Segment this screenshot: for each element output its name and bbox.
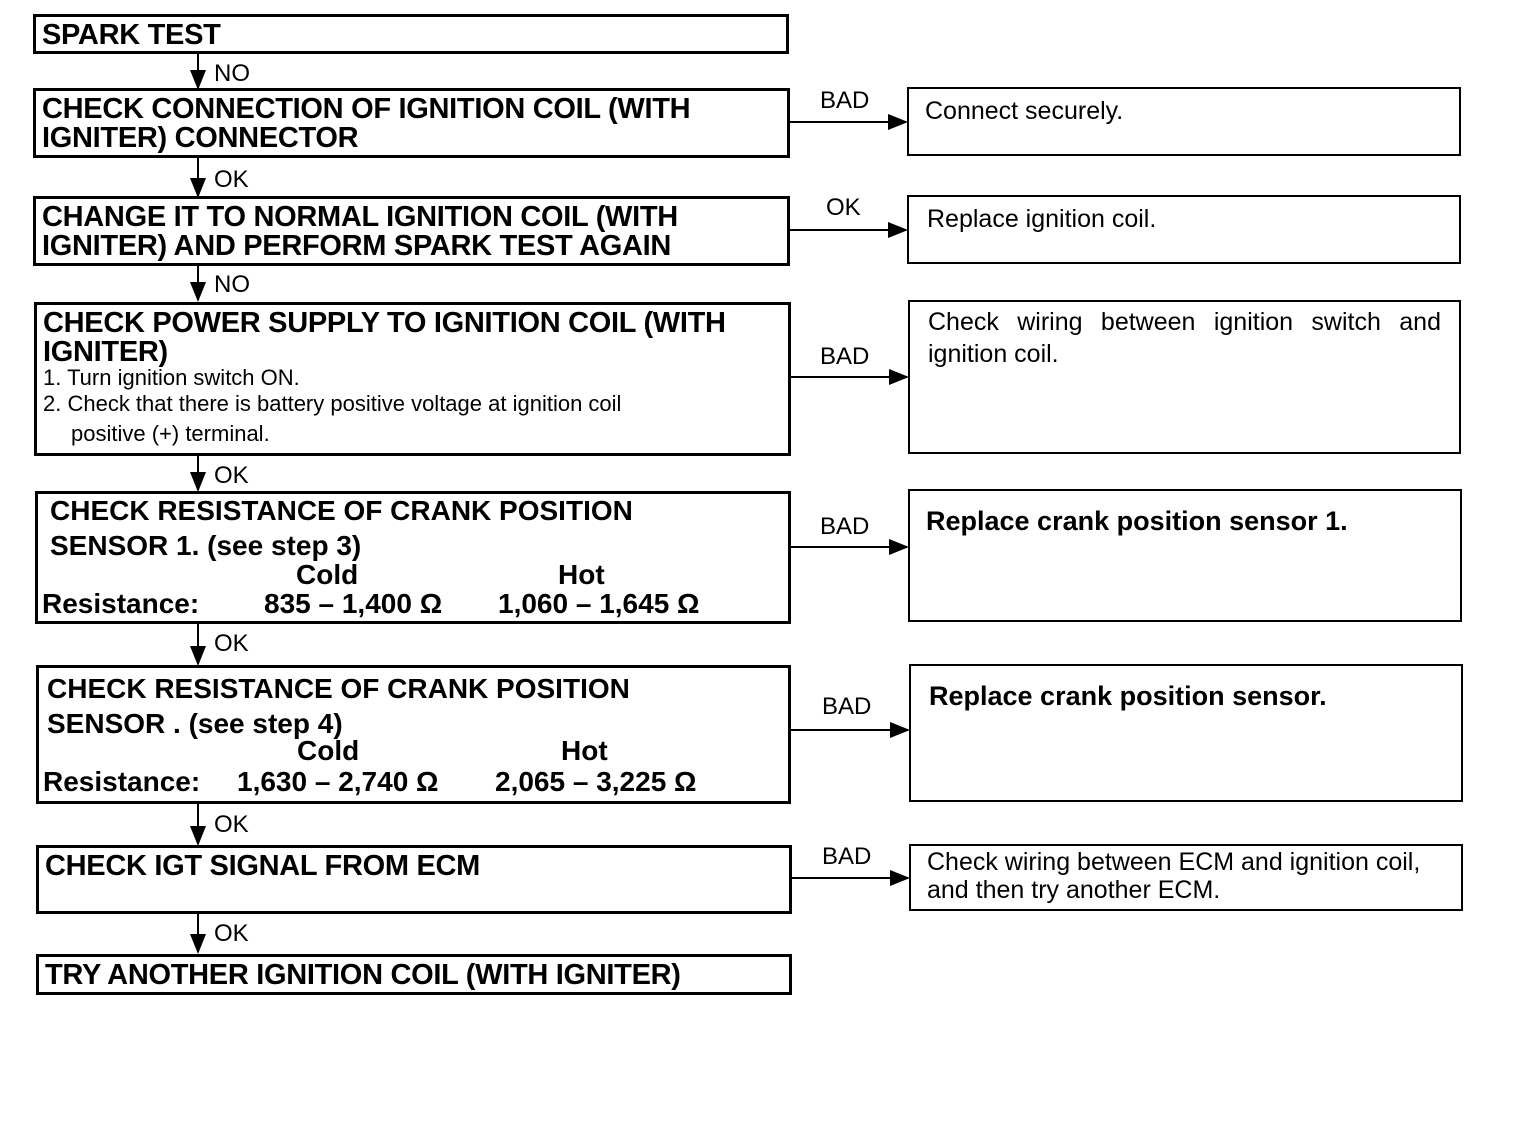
result-replace-sensor-1 — [908, 489, 1462, 622]
step-title: CHECK IGT SIGNAL FROM ECM — [45, 850, 481, 882]
instruction-2-cont: positive (+) terminal. — [71, 421, 270, 446]
step-title-line-2: SENSOR 1. (see step 3) — [50, 530, 362, 561]
step-title-line-1: CHECK RESISTANCE OF CRANK POSITION — [47, 673, 630, 704]
step-check-crank-sensor — [36, 665, 791, 804]
step-title: CHECK POWER SUPPLY TO IGNITION COIL (WITH IGNITER) — [43, 307, 726, 368]
hot-resistance-value: 2,065 – 3,225 Ω — [495, 766, 697, 797]
step-change-coil — [33, 196, 790, 266]
instruction-1: 1. Turn ignition switch ON. — [43, 365, 300, 390]
row-label-resistance: Resistance: — [43, 766, 201, 797]
down-label: OK — [214, 811, 249, 838]
step-title: SPARK TEST — [42, 19, 221, 51]
down-label: OK — [214, 920, 249, 947]
down-label: NO — [214, 271, 250, 298]
step-spark-test — [33, 14, 789, 54]
right-label: BAD — [820, 87, 870, 114]
result-check-wiring-ecm — [909, 844, 1463, 911]
result-check-wiring-switch — [908, 300, 1461, 454]
down-label: NO — [214, 60, 250, 87]
right-label: OK — [826, 194, 861, 221]
step-try-another-coil — [36, 954, 792, 995]
result-text: Replace crank position sensor 1. — [926, 506, 1348, 536]
instruction-2: 2. Check that there is battery positive voltage at ignition coil — [43, 391, 622, 416]
step-check-igt-signal — [36, 845, 792, 914]
step-check-connection — [33, 88, 790, 158]
step-title-line-2: SENSOR . (see step 4) — [47, 708, 343, 739]
right-label: BAD — [820, 513, 870, 540]
down-label: OK — [214, 630, 249, 657]
column-header-cold: Cold — [296, 559, 359, 590]
result-text: Check wiring between ignition switch and ignition coil. — [928, 308, 1441, 368]
cold-resistance-value: 1,630 – 2,740 Ω — [237, 766, 439, 797]
result-replace-coil — [907, 195, 1461, 264]
cold-resistance-value: 835 – 1,400 Ω — [264, 588, 443, 619]
down-label: OK — [214, 462, 249, 489]
right-label: BAD — [822, 693, 872, 720]
result-replace-sensor — [909, 664, 1463, 802]
result-text: Connect securely. — [925, 97, 1124, 125]
step-title: CHECK CONNECTION OF IGNITION COIL (WITH IGNITER) CONNECTOR — [42, 93, 691, 154]
result-text: Check wiring between ECM and ignition coil, and then try another ECM. — [927, 848, 1421, 904]
hot-resistance-value: 1,060 – 1,645 Ω — [498, 588, 700, 619]
step-title: CHANGE IT TO NORMAL IGNITION COIL (WITH IGNITER) AND PERFORM SPARK TEST AGAIN — [42, 201, 678, 262]
result-text: Replace ignition coil. — [927, 205, 1157, 233]
step-title-line-1: CHECK RESISTANCE OF CRANK POSITION — [50, 495, 633, 526]
column-header-hot: Hot — [558, 559, 605, 590]
result-text: Replace crank position sensor. — [929, 681, 1327, 711]
row-label-resistance: Resistance: — [42, 588, 200, 619]
right-label: BAD — [822, 843, 872, 870]
step-check-crank-sensor-1 — [35, 491, 791, 624]
down-label: OK — [214, 166, 249, 193]
step-title: TRY ANOTHER IGNITION COIL (WITH IGNITER) — [45, 959, 681, 991]
right-label: BAD — [820, 343, 870, 370]
result-connect-securely — [907, 87, 1461, 156]
column-header-hot: Hot — [561, 735, 608, 766]
step-check-power-supply — [34, 302, 791, 456]
column-header-cold: Cold — [297, 735, 360, 766]
